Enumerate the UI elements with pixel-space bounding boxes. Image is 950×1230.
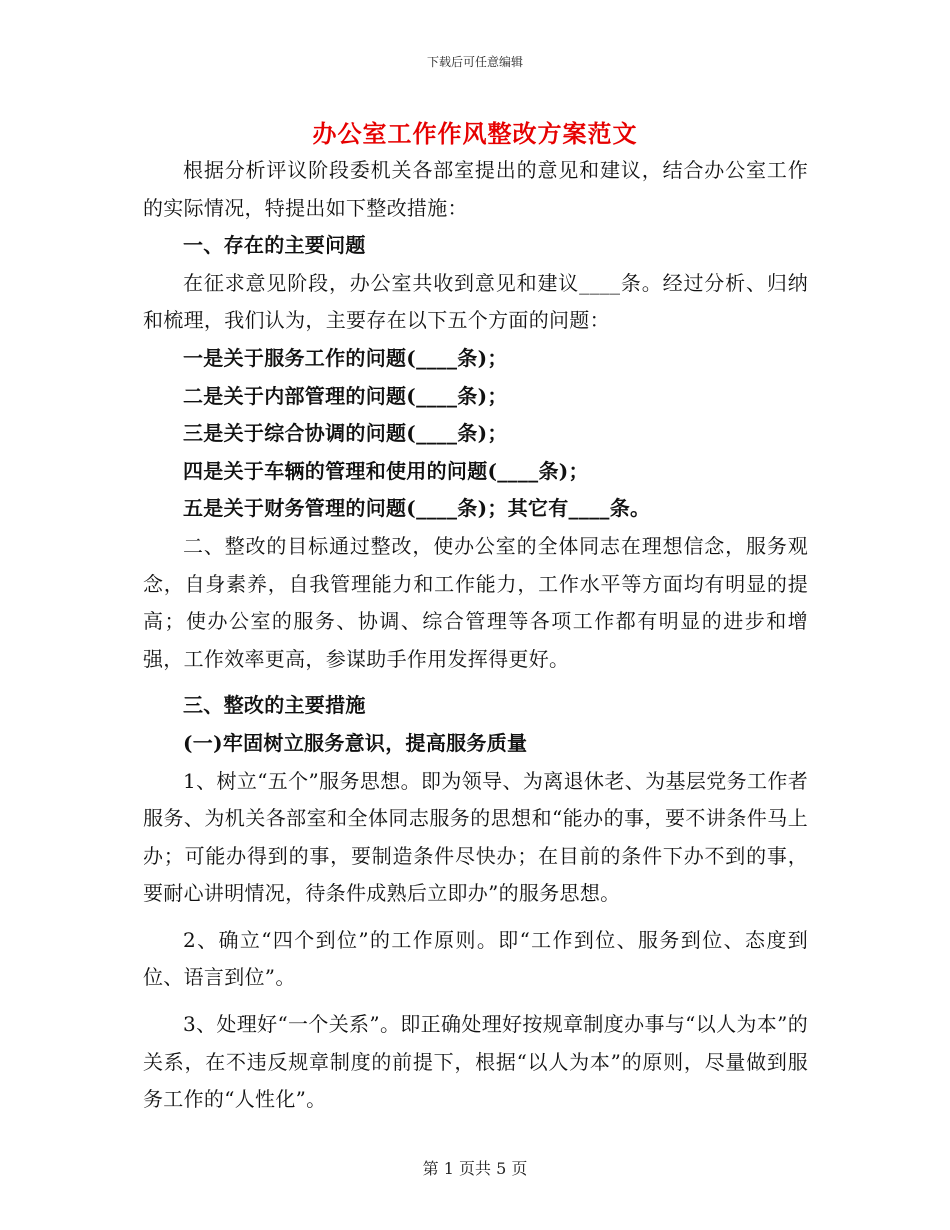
subsection-heading-service: (一)牢固树立服务意识，提高服务质量: [183, 730, 528, 755]
measure-paragraph-1: 1、树立“五个”服务思想。即为领导、为离退休老、为基层党务工作者服务、为机关各部室和全体同志服务的思想和“能办的事，要不讲条件马上办；可能办得到的事，要制造条件尽快办；在目前的条件下办不到的事，要耐心讲明情况，待条件成熟后立即办”的服务思想。: [143, 768, 808, 906]
document-title: 办公室工作作风整改方案范文: [312, 119, 638, 148]
document-body: [143, 152, 808, 1119]
problem-item-2: 二是关于内部管理的问题(____条)；: [183, 383, 508, 408]
problem-item-3: 三是关于综合协调的问题(____条)；: [183, 421, 508, 446]
problem-item-1: 一是关于服务工作的问题(____条)；: [183, 345, 508, 370]
measure-paragraph-2: 2、确立“四个到位”的工作原则。即“工作到位、服务到位、态度到位、语言到位”。: [143, 927, 808, 990]
intro-paragraph: 根据分析评议阶段委机关各部室提出的意见和建议，结合办公室工作的实际情况，特提出如下整改措施：: [143, 158, 808, 220]
problems-summary-paragraph: 在征求意见阶段，办公室共收到意见和建议____条。经过分析、归纳和梳理，我们认为，主要存在以下五个方面的问题：: [143, 270, 808, 333]
problem-item-5: 五是关于财务管理的问题(____条)；其它有____条。: [183, 496, 651, 521]
measure-paragraph-3: 3、处理好“一个关系”。即正确处理好按规章制度办事与“以人为本”的关系，在不违反规章制度的前提下，根据“以人为本”的原则，尽量做到服务工作的“人性化”。: [143, 1012, 808, 1112]
goals-paragraph: 二、整改的目标通过整改，使办公室的全体同志在理想信念，服务观念，自身素养，自我管理能力和工作能力，工作水平等方面均有明显的提高；使办公室的服务、协调、综合管理等各项工作都有明显的进步和增强，工作效率更高，参谋助手作用发挥得更好。: [143, 533, 808, 671]
header-note: 下载后可任意编辑: [426, 55, 523, 69]
section-heading-measures: 三、整改的主要措施: [183, 693, 366, 718]
problem-item-4: 四是关于车辆的管理和使用的问题(____条)；: [183, 458, 589, 483]
section-heading-problems: 一、存在的主要问题: [183, 233, 366, 258]
page-number-footer: 第 1 页共 5 页: [422, 1159, 528, 1178]
